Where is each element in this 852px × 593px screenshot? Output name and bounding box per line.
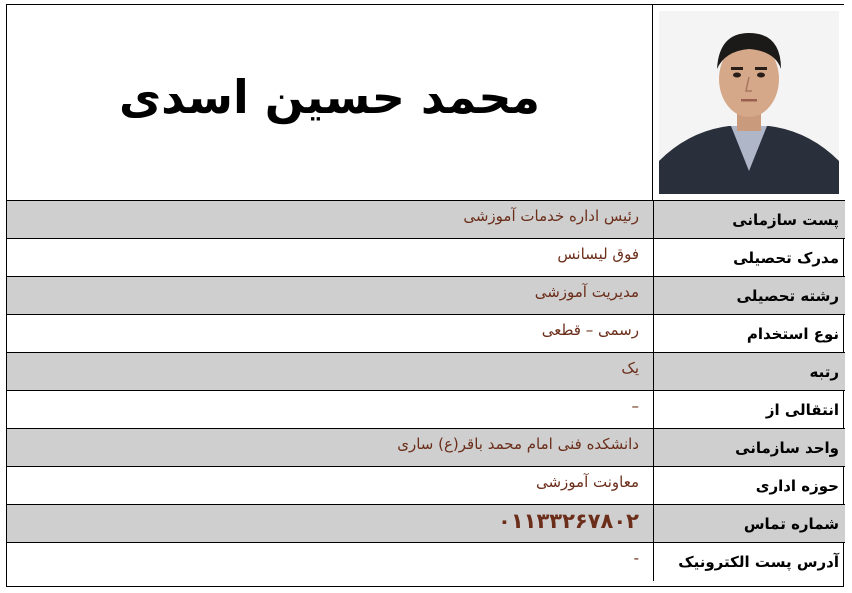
info-table — [7, 201, 845, 581]
row-label: انتقالی از — [653, 391, 845, 428]
info-row — [7, 239, 845, 277]
profile-photo — [659, 11, 839, 194]
info-row — [7, 467, 845, 505]
row-label: آدرس پست الکترونیک — [653, 543, 845, 581]
info-row — [7, 429, 845, 467]
row-value: معاونت آموزشی — [535, 473, 639, 491]
info-row — [7, 315, 845, 353]
row-value: رسمی – قطعی — [541, 321, 639, 339]
info-row — [7, 543, 845, 581]
row-label: مدرک تحصیلی — [653, 239, 845, 276]
row-value: مدیریت آموزشی — [534, 283, 639, 301]
phone-number: ۰۱۱۳۳۲۶۷۸۰۲ — [498, 509, 639, 533]
row-value: – — [631, 397, 639, 415]
photo-cell — [652, 5, 845, 200]
info-row — [7, 505, 845, 543]
info-row — [7, 277, 845, 315]
person-name: محمد حسین اسدی — [119, 69, 540, 124]
row-value: فوق لیسانس — [557, 245, 639, 263]
row-label: رتبه — [653, 353, 845, 390]
row-label: واحد سازمانی — [653, 429, 845, 466]
row-value: رئیس اداره خدمات آموزشی — [463, 207, 639, 225]
row-label: نوع استخدام — [653, 315, 845, 352]
row-label: حوزه اداری — [653, 467, 845, 504]
row-label: شماره تماس — [653, 505, 845, 542]
info-row — [7, 391, 845, 429]
row-value: - — [633, 549, 639, 567]
name-cell — [7, 5, 652, 200]
row-value: یک — [621, 359, 639, 377]
info-row — [7, 201, 845, 239]
info-row — [7, 353, 845, 391]
profile-card — [6, 4, 844, 587]
profile-header — [7, 5, 845, 201]
row-label: پست سازمانی — [653, 201, 845, 238]
row-label: رشته تحصیلی — [653, 277, 845, 314]
row-value: دانشکده فنی امام محمد باقر(ع) ساری — [397, 435, 639, 453]
